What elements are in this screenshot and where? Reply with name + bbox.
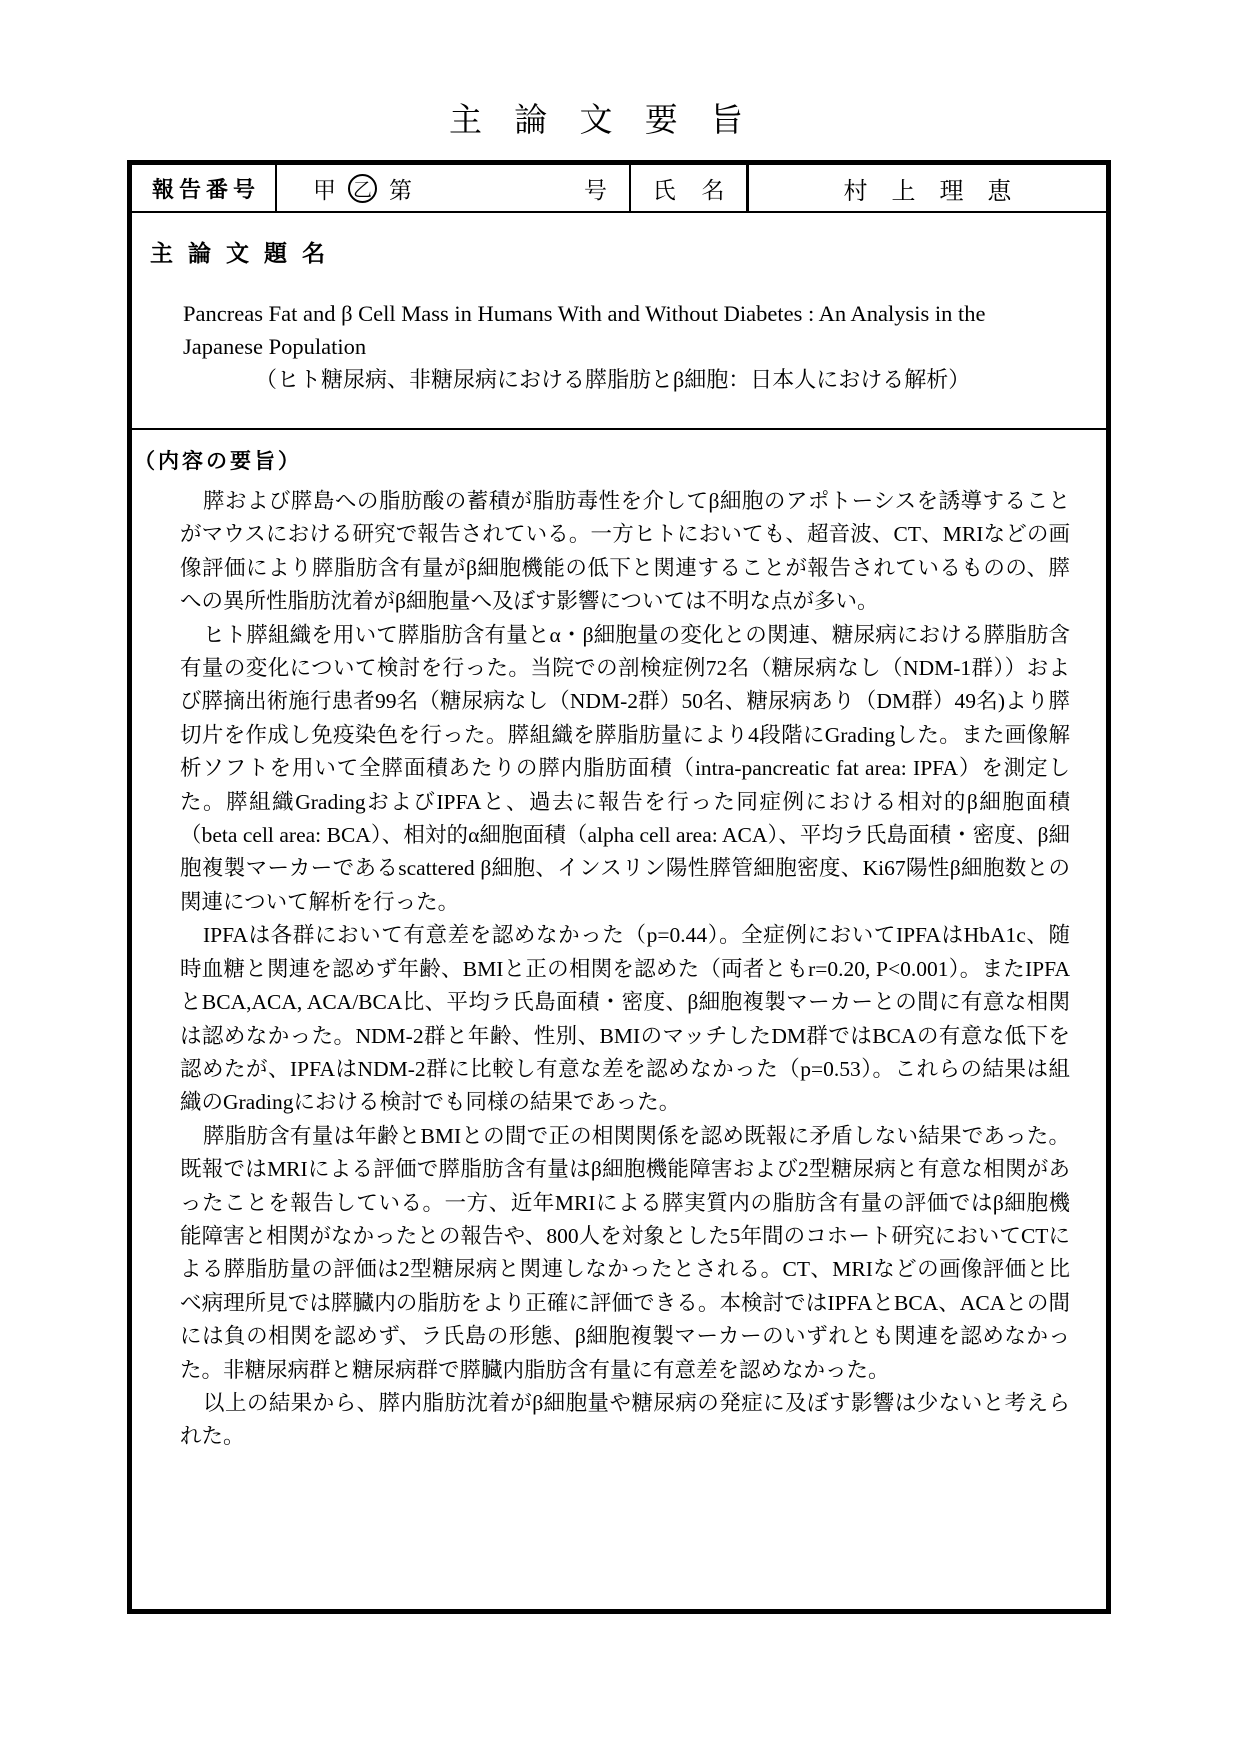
report-number-label: 報告番号 [132, 165, 277, 211]
thesis-title-section [132, 213, 1106, 430]
document-frame [127, 160, 1111, 1614]
thesis-title-english-line2: Japanese Population [183, 334, 367, 359]
degree-marks [313, 172, 412, 205]
name-value-cell [749, 165, 1106, 211]
report-header-row [132, 165, 1106, 213]
summary-paragraph: 膵および膵島への脂肪酸の蓄積が脂肪毒性を介してβ細胞のアポトーシスを誘導することがマウスにおける研究で報告されている。一方ヒトにおいても、超音波、CT、MRIなどの画像評価により膵脂肪含有量がβ細胞機能の低下と関連することが報告されているものの、膵への異所性脂肪沈着がβ細胞量へ及ぼす影響については不明な点が多い。 [180, 489, 1070, 614]
summary-paragraph: 膵脂肪含有量は年齢とBMIとの間で正の相関関係を認め既報に矛盾しない結果であった。既報ではMRIによる評価で膵脂肪含有量はβ細胞機能障害および2型糖尿病と有意な相関があったことを報告している。一方、近年MRIによる膵実質内の脂肪含有量の評価ではβ細胞機能障害と相関がなかったとの報告や、800人を対象とした5年間のコホート研究においてCTによる膵脂肪量の評価は2型糖尿病と関連しなかったとされる。CT、MRIなどの画像評価と比べ病理所見では膵臓内の脂肪をより正確に評価できる。本検討ではIPFAとBCA、ACAとの間には負の相関を認めず、ラ氏島の形態、β細胞複製マーカーのいずれとも関連を認めなかった。非糖尿病群と糖尿病群で膵臓内脂肪含有量に有意差を認めなかった。 [180, 1123, 1070, 1382]
report-number-suffix: 号 [584, 177, 607, 203]
name-value: 村上理恵 [843, 178, 1036, 205]
degree-otsu-circled: 乙 [348, 174, 377, 203]
summary-paragraph: ヒト膵組織を用いて膵脂肪含有量とα・β細胞量の変化との関連、糖尿病における膵脂肪含有量の変化について検討を行った。当院での剖検症例72名（糖尿病なし（NDM-1群））および膵摘出術施行患者99名（糖尿病なし（NDM-2群）50名、糖尿病あり（DM群）49名)より膵切片を作成し免疫染色を行った。膵組織を膵脂肪量により4段階にGradingした。また画像解析ソフトを用いて全膵面積あたりの膵内脂肪面積（intra-pancreatic fat area: IPFA）を測定した。膵組織GradingおよびIPFAと、過去に報告を行った同症例における相対的β細胞面積（beta cell area: BCA）、相対的α細胞面積（alpha cell area: ACA）、平均ラ氏島面積・密度、β細胞複製マーカーであるscattered β細胞、インスリン陽性膵管細胞密度、Ki67陽性β細胞数との関連について解析を行った。 [180, 622, 1070, 914]
thesis-title-english [183, 297, 1072, 363]
summary-section [132, 430, 1106, 1454]
summary-paragraph: 以上の結果から、膵内脂肪沈着がβ細胞量や糖尿病の発症に及ぼす影響は少ないと考えられた。 [180, 1390, 1070, 1449]
summary-body [180, 485, 1070, 1454]
degree-kou-label: 甲 [313, 177, 336, 203]
page-title: 主 論 文 要 旨 [449, 103, 755, 139]
summary-label: （内容の要旨） [134, 450, 302, 473]
summary-paragraph: IPFAは各群において有意差を認めなかった（p=0.44）。全症例においてIPFAはHbA1c、随時血糖と関連を認めず年齢、BMIと正の相関を認めた（両者ともr=0.20, P<0.001）。またIPFAとBCA,ACA, ACA/BCA比、平均ラ氏島面積・密度、β細胞複製マーカーとの間に有意な相関は認めなかった。NDM-2群と年齢、性別、BMIのマッチしたDM群ではBCAの有意な低下を認めたが、IPFAはNDM-2群に比較し有意な差を認めなかった（p=0.53）。これらの結果は組織のGradingにおける検討でも同様の結果であった。 [180, 923, 1070, 1115]
thesis-title-english-line1: Pancreas Fat and β Cell Mass in Humans With and Without Diabetes : An Analysis in the [183, 301, 986, 326]
thesis-title-label: 主論文題名 [150, 240, 340, 266]
name-label: 氏 名 [631, 165, 749, 211]
thesis-title-japanese: （ヒト糖尿病、非糖尿病における膵脂肪とβ細胞：日本人における解析） [255, 367, 971, 392]
report-number-prefix: 第 [389, 177, 412, 203]
report-number-cell [277, 165, 631, 211]
